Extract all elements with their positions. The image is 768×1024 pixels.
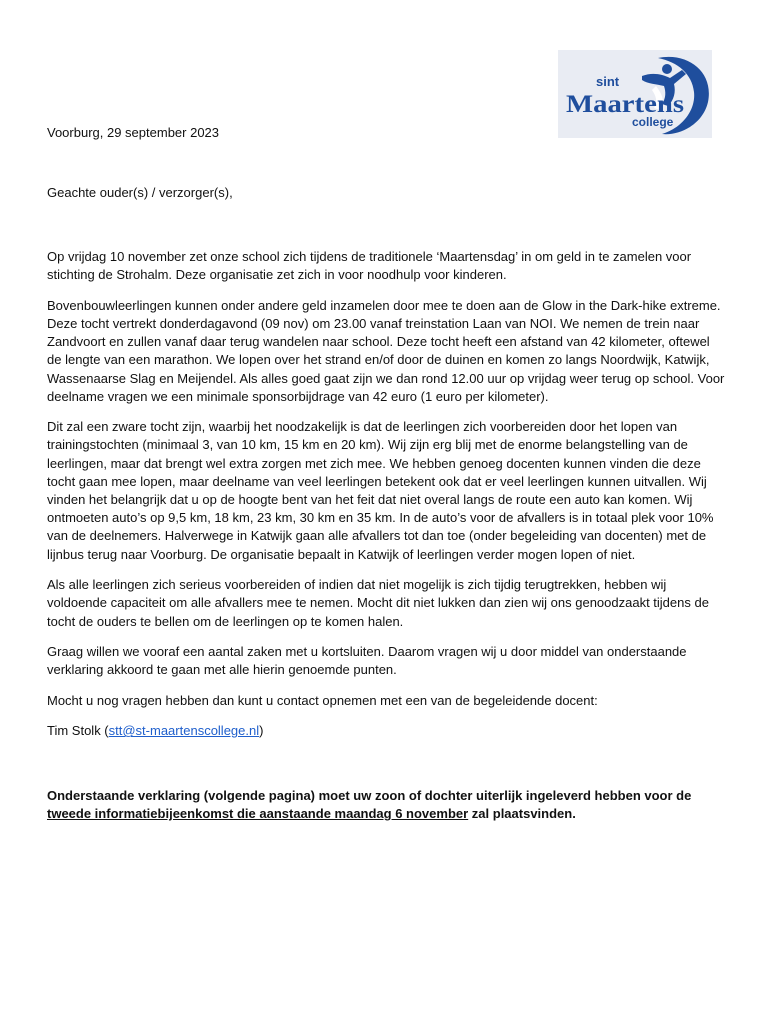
paragraph-capacity: Als alle leerlingen zich serieus voorbereiden of indien dat niet mogelijk is zich tijdig terugtrekken, hebben wij voldoende capaciteit om alle afvallers mee te nemen. Mocht dit niet lukken dan zien wij ons genoodzaakt tijdens de tocht de ouders te bellen om de leerlingen op te komen halen.	[47, 577, 709, 629]
letter-date: Voorburg, 29 september 2023	[47, 125, 220, 140]
contact-email-link[interactable]: stt@st-maartenscollege.nl	[108, 723, 260, 739]
contact-name: Tim Stolk (	[47, 723, 109, 739]
school-logo-graphic	[558, 50, 712, 138]
contact-close: )	[259, 723, 264, 739]
logo-text-sint: sint	[596, 74, 620, 89]
salutation: Geachte ouder(s) / verzorger(s),	[47, 185, 233, 200]
closing-notice	[47, 787, 727, 823]
closing-part1: Onderstaande verklaring (volgende pagina) moet uw zoon of dochter uiterlijk ingeleverd hebben voor de	[47, 788, 692, 803]
closing-part2: zal plaatsvinden.	[468, 806, 576, 822]
paragraph-agreement: Graag willen we vooraf een aantal zaken met u kortsluiten. Daarom vragen wij u door middel van onderstaande verklaring akkoord te gaan met alle hierin genoemde punten.	[47, 644, 687, 678]
paragraph-hike-details: Bovenbouwleerlingen kunnen onder andere geld inzamelen door mee te doen aan de Glow in the Dark-hike extreme. Deze tocht vertrekt donderdagavond (09 nov) om 23.00 vanaf treinstation Laan van NOI. We nemen de trein naar Zandvoort en zullen vanaf daar terug wandelen naar school. Deze tocht heeft een afstand van 42 kilometer, oftewel de lengte van een marathon. We lopen over het strand en/of door de duinen en komen zo langs Noordwijk, Katwijk, Wassenaarse Slag en Meijendel. Als alles goed gaat zijn we dan rond 12.00 uur op vrijdag weer terug op school. Voor deelname vragen we een minimale sponsorbijdrage van 42 euro (1 euro per kilometer).	[47, 297, 725, 404]
closing-underlined: tweede informatiebijeenkomst die aanstaande maandag 6 november	[47, 806, 469, 822]
contact-line	[47, 722, 727, 740]
paragraph-questions: Mocht u nog vragen hebben dan kunt u contact opnemen met een van de begeleidende docent:	[47, 692, 598, 708]
letter-body	[47, 248, 727, 740]
logo-text-maartens: Maartens	[566, 91, 685, 118]
logo-text-college: college	[632, 115, 674, 129]
school-logo	[558, 50, 712, 138]
paragraph-preparation: Dit zal een zware tocht zijn, waarbij het noodzakelijk is dat de leerlingen zich voorbereiden door het lopen van trainingstochten (minimaal 3, van 10 km, 15 km en 20 km). Wij zijn erg blij met de enorme belangstelling van de leerlingen, maar dat brengt wel extra zorgen met zich mee. We hebben genoeg docenten kunnen vinden die deze tocht gaan mee lopen, maar deelname van veel leerlingen betekent ook dat er veel leerlingen kunnen uitvallen. Wij vinden het belangrijk dat u op de hoogte bent van het feit dat niet overal langs de route een auto kan komen. Wij ontmoeten auto’s op 9,5 km, 18 km, 23 km, 30 km en 35 km. In de auto’s voor de afvallers is in totaal plek voor 10% van de deelnemers. Halverwege in Katwijk gaan alle afvallers tot dan toe (onder begeleiding van docenten) met de lijnbus terug naar Voorburg. De organisatie bepaalt in Katwijk of leerlingen verder mogen lopen of niet.	[47, 419, 714, 562]
paragraph-intro: Op vrijdag 10 november zet onze school zich tijdens de traditionele ‘Maartensdag’ in om geld in te zamelen voor stichting de Strohalm. Deze organisatie zet zich in voor noodhulp voor kinderen.	[47, 249, 692, 283]
